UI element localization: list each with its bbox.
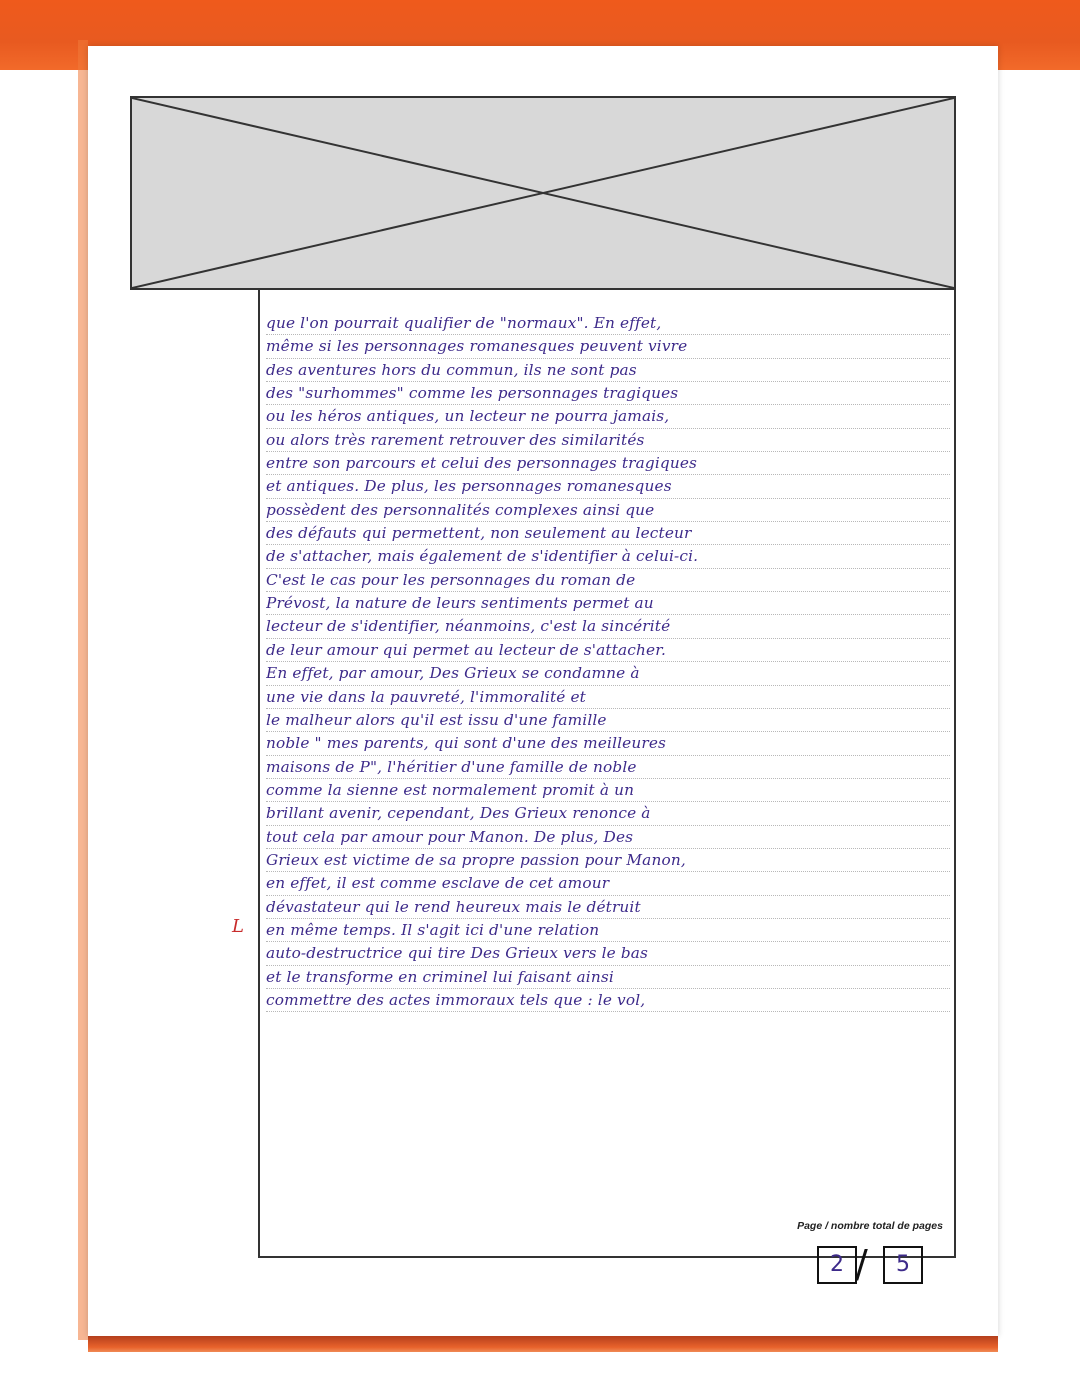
page-count-label: Page / nombre total de pages [797, 1220, 943, 1232]
text-line: commettre des actes immoraux tels que : le vol, [266, 989, 950, 1012]
text-line: dévastateur qui le rend heureux mais le détruit [266, 896, 950, 919]
text-line: le malheur alors qu'il est issu d'une famille [266, 709, 950, 732]
text-line: des aventures hors du commun, ils ne sont pas [266, 359, 950, 382]
text-line: des "surhommes" comme les personnages tragiques [266, 382, 950, 405]
current-page-box: 2 [817, 1246, 857, 1284]
text-line: auto-destructrice qui tire Des Grieux vers le bas [266, 942, 950, 965]
orange-background-bottom [88, 1336, 998, 1352]
text-line: de s'attacher, mais également de s'identifier à celui-ci. [266, 545, 950, 568]
header-placeholder-box [130, 96, 956, 290]
text-line: et le transforme en criminel lui faisant ainsi [266, 966, 950, 989]
text-line: en effet, il est comme esclave de cet amour [266, 872, 950, 895]
slash-separator: / [855, 1242, 868, 1286]
text-line: lecteur de s'identifier, néanmoins, c'est la sincérité [266, 615, 950, 638]
total-pages-box: 5 [883, 1246, 923, 1284]
text-line: Prévost, la nature de leurs sentiments permet au [266, 592, 950, 615]
text-line: ou alors très rarement retrouver des similarités [266, 429, 950, 452]
text-line: même si les personnages romanesques peuvent vivre [266, 335, 950, 358]
text-line: noble " mes parents, qui sont d'une des meilleures [266, 732, 950, 755]
text-line: de leur amour qui permet au lecteur de s'attacher. [266, 639, 950, 662]
orange-background-left [78, 40, 88, 1340]
text-line: en même temps. Il s'agit ici d'une relation [266, 919, 950, 942]
text-line: ou les héros antiques, un lecteur ne pourra jamais, [266, 405, 950, 428]
text-line: maisons de P", l'héritier d'une famille de noble [266, 756, 950, 779]
text-line: C'est le cas pour les personnages du roman de [266, 569, 950, 592]
text-line: Grieux est victime de sa propre passion pour Manon, [266, 849, 950, 872]
text-line: entre son parcours et celui des personnages tragiques [266, 452, 950, 475]
text-line: tout cela par amour pour Manon. De plus, Des [266, 826, 950, 849]
page-counter [803, 1242, 933, 1286]
margin-correction-mark: L [232, 916, 244, 937]
crossed-box-icon [132, 98, 954, 288]
text-line: brillant avenir, cependant, Des Grieux renonce à [266, 802, 950, 825]
text-line: que l'on pourrait qualifier de "normaux". En effet, [266, 312, 950, 335]
handwritten-text [266, 312, 950, 1012]
text-line: et antiques. De plus, les personnages romanesques [266, 475, 950, 498]
text-line: comme la sienne est normalement promit à un [266, 779, 950, 802]
text-line: possèdent des personnalités complexes ainsi que [266, 499, 950, 522]
text-line: En effet, par amour, Des Grieux se condamne à [266, 662, 950, 685]
text-line: des défauts qui permettent, non seulement au lecteur [266, 522, 950, 545]
text-line: une vie dans la pauvreté, l'immoralité et [266, 686, 950, 709]
